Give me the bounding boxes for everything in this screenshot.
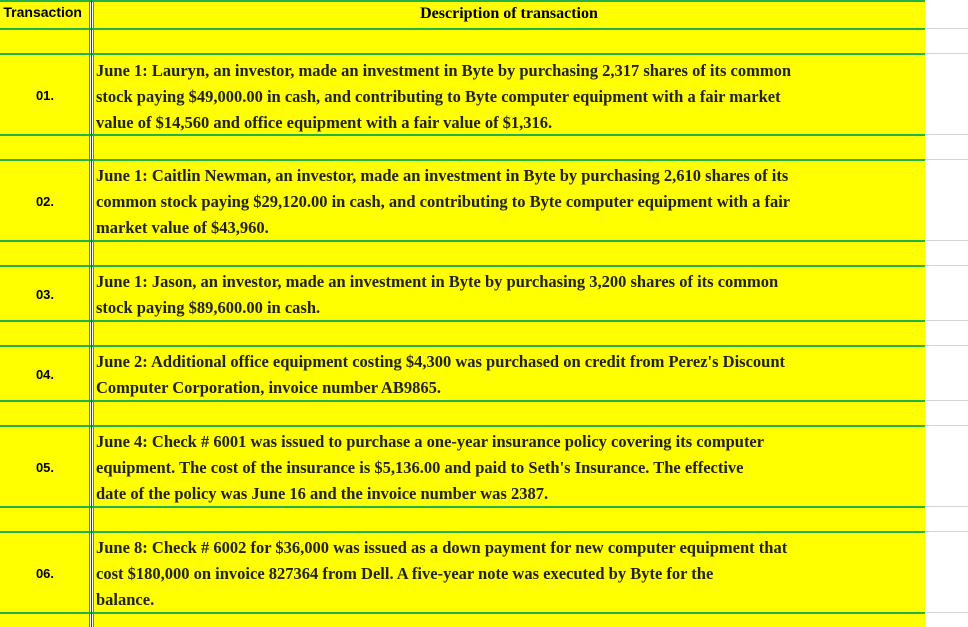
grid-line — [925, 240, 968, 241]
grid-line — [925, 612, 968, 613]
spacer-cell[interactable] — [93, 241, 925, 266]
transaction-number: 03. — [35, 287, 55, 302]
row-border — [0, 159, 925, 161]
transaction-number: 06. — [35, 566, 55, 581]
transaction-description — [96, 269, 922, 321]
row-border — [0, 612, 925, 614]
grid-line — [925, 159, 968, 160]
header-description-label: Description of transaction — [420, 5, 598, 22]
spacer-row — [0, 507, 968, 532]
description-line: June 8: Check # 6002 for $36,000 was issued as a down payment for new computer equipment that — [96, 538, 788, 557]
column-divider — [91, 0, 92, 627]
row-border — [0, 28, 925, 30]
grid-line — [925, 531, 968, 532]
table-row — [0, 160, 968, 241]
spacer-cell[interactable] — [0, 401, 90, 426]
spacer-row — [0, 613, 968, 627]
description-line: date of the policy was June 16 and the invoice number was 2387. — [96, 484, 549, 503]
spacer-row — [0, 401, 968, 426]
grid-line — [925, 134, 968, 135]
grid-line — [925, 320, 968, 321]
row-border — [0, 0, 925, 2]
spacer-cell[interactable] — [0, 29, 90, 54]
spacer-row — [0, 135, 968, 160]
row-border — [0, 53, 925, 55]
grid-line — [925, 345, 968, 346]
row-border — [0, 265, 925, 267]
table-row — [0, 266, 968, 321]
description-line: cost $180,000 on invoice 827364 from Dell. A five-year note was executed by Byte for the — [96, 564, 714, 583]
grid-line — [925, 425, 968, 426]
row-border — [0, 506, 925, 508]
row-border — [0, 320, 925, 322]
description-line: June 2: Additional office equipment costing $4,300 was purchased on credit from Perez's Discount — [96, 352, 786, 371]
transaction-number: 05. — [35, 460, 55, 475]
table-row — [0, 426, 968, 507]
transaction-description — [96, 163, 922, 241]
spacer-cell[interactable] — [0, 135, 90, 160]
header-transaction-label: Transaction — [3, 4, 82, 20]
spacer-cell[interactable] — [0, 321, 90, 346]
table-row — [0, 54, 968, 135]
spacer-row — [0, 321, 968, 346]
header-row — [0, 0, 968, 29]
row-border — [0, 134, 925, 136]
description-line: June 1: Jason, an investor, made an investment in Byte by purchasing 3,200 shares of its common — [96, 272, 779, 291]
grid-line — [925, 265, 968, 266]
spacer-cell[interactable] — [93, 401, 925, 426]
transaction-description — [96, 535, 922, 613]
description-line: Computer Corporation, invoice number AB9865. — [96, 378, 441, 397]
transaction-description — [96, 429, 922, 507]
transaction-number: 01. — [35, 88, 55, 103]
spacer-cell[interactable] — [93, 29, 925, 54]
spacer-cell[interactable] — [0, 507, 90, 532]
row-border — [0, 400, 925, 402]
row-border — [0, 240, 925, 242]
spacer-cell[interactable] — [0, 613, 90, 627]
transaction-number: 04. — [35, 367, 55, 382]
row-border — [0, 345, 925, 347]
table-row — [0, 532, 968, 613]
spacer-cell[interactable] — [93, 135, 925, 160]
row-border — [0, 425, 925, 427]
description-line: balance. — [96, 590, 155, 609]
transaction-number: 02. — [35, 194, 55, 209]
description-line: value of $14,560 and office equipment with a fair value of $1,316. — [96, 113, 553, 132]
grid-line — [925, 506, 968, 507]
transaction-description — [96, 58, 922, 136]
description-line: stock paying $49,000.00 in cash, and contributing to Byte computer equipment with a fair market — [96, 87, 781, 106]
description-line: equipment. The cost of the insurance is $5,136.00 and paid to Seth's Insurance. The effective — [96, 458, 744, 477]
spacer-cell[interactable] — [93, 321, 925, 346]
spacer-cell[interactable] — [93, 507, 925, 532]
spacer-row — [0, 29, 968, 54]
grid-line — [925, 53, 968, 54]
spacer-cell[interactable] — [93, 613, 925, 627]
description-line: June 4: Check # 6001 was issued to purchase a one-year insurance policy covering its computer — [96, 432, 765, 451]
grid-line — [925, 28, 968, 29]
column-divider — [89, 0, 90, 627]
spacer-cell[interactable] — [0, 241, 90, 266]
grid-line — [925, 400, 968, 401]
transaction-description — [96, 349, 922, 401]
description-line: stock paying $89,600.00 in cash. — [96, 298, 321, 317]
description-line: common stock paying $29,120.00 in cash, and contributing to Byte computer equipment with a fair — [96, 192, 791, 211]
description-line: market value of $43,960. — [96, 218, 269, 237]
description-line: June 1: Caitlin Newman, an investor, made an investment in Byte by purchasing 2,610 shares of its — [96, 166, 789, 185]
spacer-row — [0, 241, 968, 266]
table-row — [0, 346, 968, 401]
description-line: June 1: Lauryn, an investor, made an investment in Byte by purchasing 2,317 shares of its common — [96, 61, 792, 80]
column-divider — [93, 0, 94, 627]
row-border — [0, 531, 925, 533]
